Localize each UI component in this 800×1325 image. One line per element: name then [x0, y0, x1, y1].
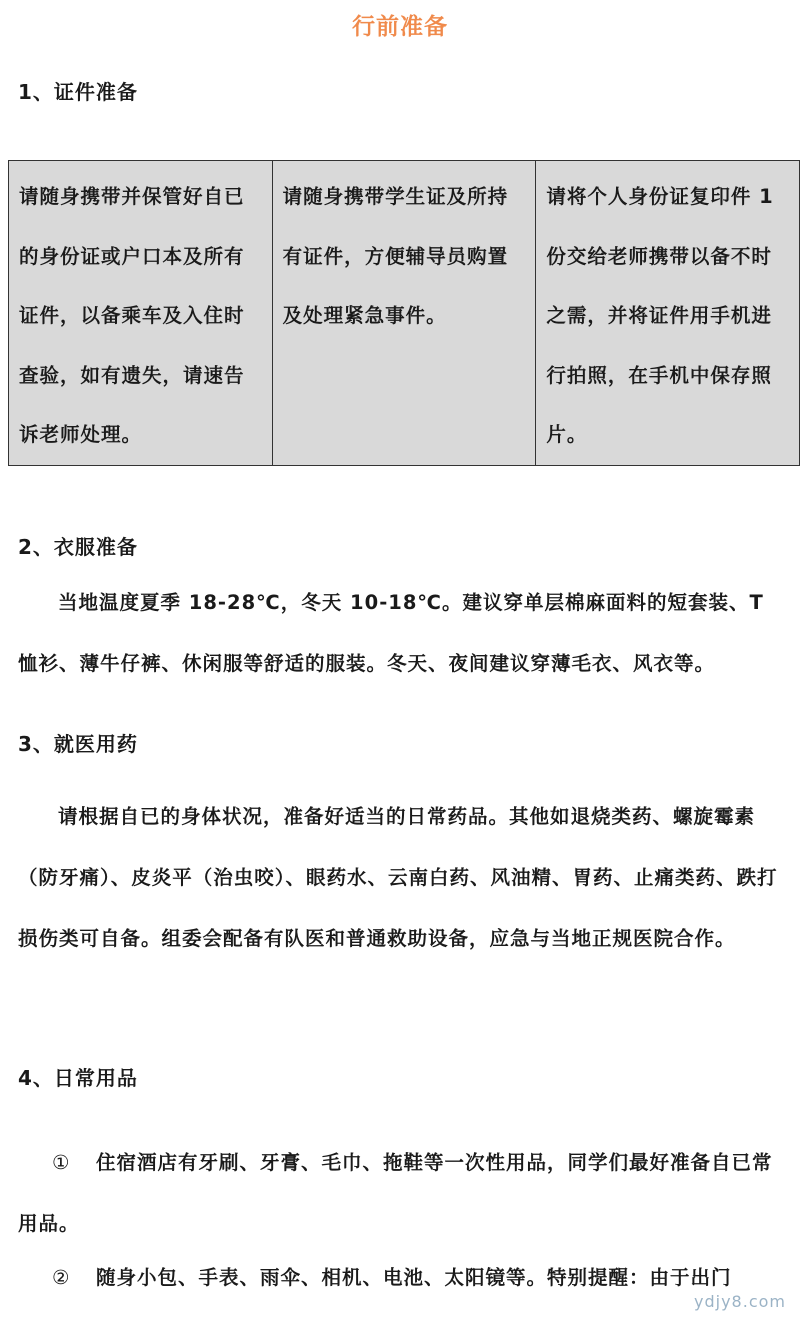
item-text: 住宿酒店有牙刷、牙膏、毛巾、拖鞋等一次性用品，同学们最好准备自已常用品。	[18, 1151, 773, 1235]
supplies-item-1	[18, 1132, 788, 1254]
supplies-item-2	[18, 1247, 788, 1308]
section-heading-medicine: 3、就医用药	[18, 732, 138, 756]
documents-table	[8, 160, 800, 466]
section-heading-supplies: 4、日常用品	[18, 1066, 138, 1090]
documents-cell-3: 请将个人身份证复印件 1 份交给老师携带以备不时之需，并将证件用手机进行拍照，在手机中保存照片。	[536, 161, 800, 466]
item-marker: ②	[52, 1266, 71, 1289]
medicine-paragraph: 请根据自已的身体状况，准备好适当的日常药品。其他如退烧类药、螺旋霉素（防牙痛）、皮炎平（治虫咬）、眼药水、云南白药、风油精、胃药、止痛类药、跌打损伤类可自备。组委会配备有队医和普通救助设备，应急与当地正规医院合作。	[18, 805, 778, 950]
documents-cell-2: 请随身携带学生证及所持有证件，方便辅导员购置及处理紧急事件。	[272, 161, 536, 466]
page-title: 行前准备	[352, 14, 448, 40]
documents-cell-1: 请随身携带并保管好自已的身份证或户口本及所有证件，以备乘车及入住时查验，如有遗失，请速告诉老师处理。	[9, 161, 273, 466]
watermark: ydjy8.com	[694, 1292, 786, 1311]
item-text: 随身小包、手表、雨伞、相机、电池、太阳镜等。特别提醒：由于出门	[96, 1266, 732, 1289]
clothing-paragraph: 当地温度夏季 18-28℃，冬天 10-18℃。建议穿单层棉麻面料的短套装、T 恤衫、薄牛仔裤、休闲服等舒适的服装。冬天、夜间建议穿薄毛衣、风衣等。	[18, 591, 764, 675]
section-heading-documents: 1、证件准备	[18, 80, 138, 104]
section-heading-clothing: 2、衣服准备	[18, 535, 138, 559]
item-marker: ①	[52, 1151, 71, 1174]
